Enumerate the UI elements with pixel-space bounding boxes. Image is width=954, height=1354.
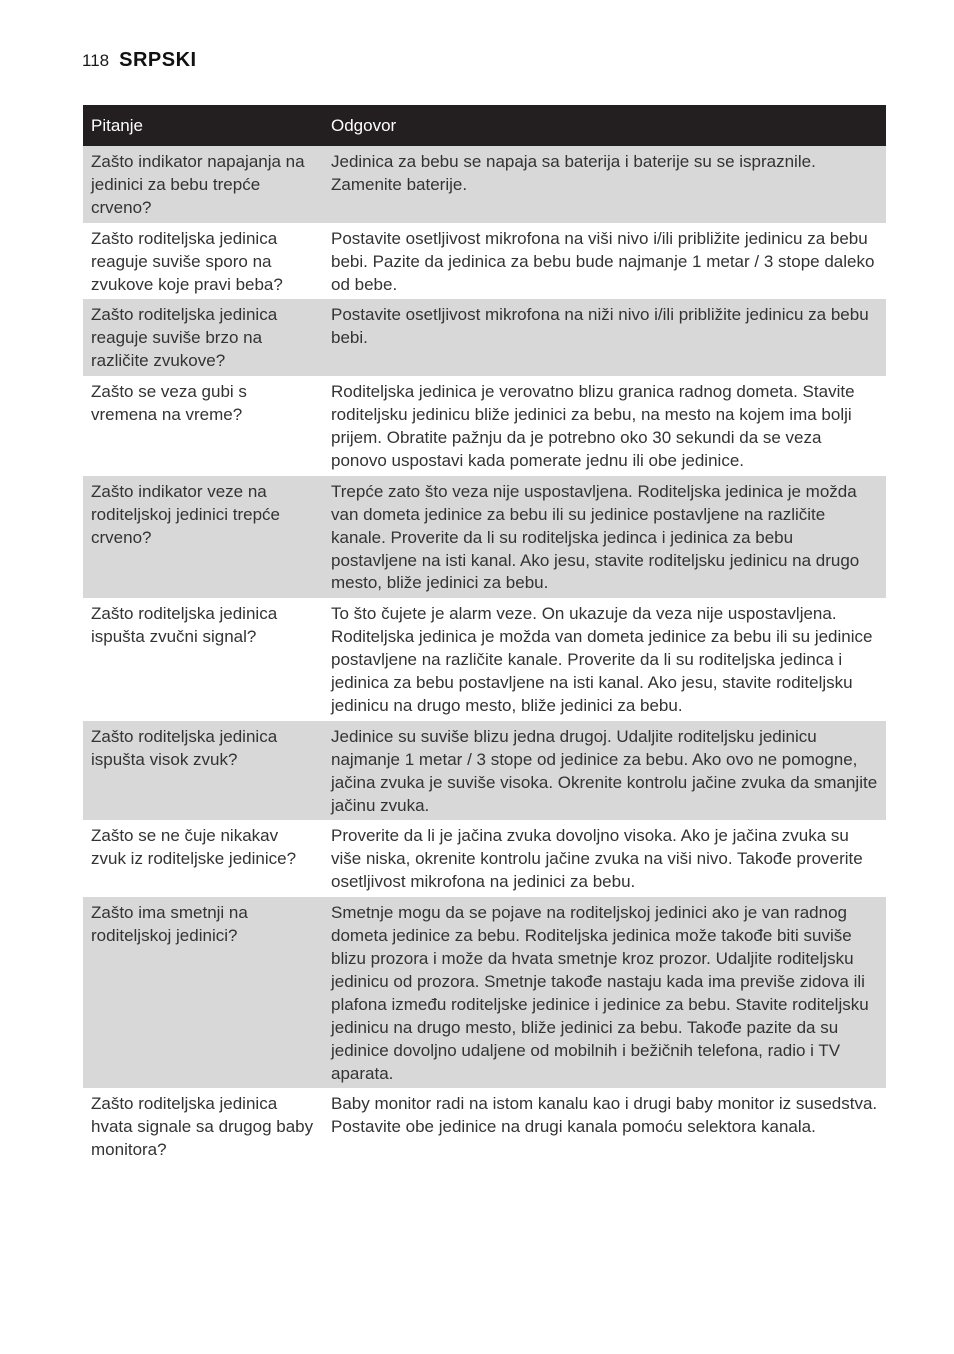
table-row	[83, 223, 886, 300]
table-row	[83, 146, 886, 223]
answer-cell: Jedinice su suviše blizu jedna drugoj. Udaljite roditeljsku jedinicu najmanje 1 metar / 3 stope od jedinice za bebu. Ako ovo ne pomogne, jačina zvuka je suviše visoka. Okrenite kontrolu jačine zvuka da smanjite jačinu zvuka.	[323, 721, 886, 821]
table-header-row	[83, 105, 886, 146]
question-cell: Zašto se veza gubi s vremena na vreme?	[83, 376, 323, 476]
answer-cell: Roditeljska jedinica je verovatno blizu granica radnog dometa. Stavite roditeljsku jedinicu bliže jedinici za bebu, na mesto na kojem ima bolji prijem. Obratite pažnju da je potrebno oko 30 sekundi da se veza ponovo uspostavi kada pomerate jednu ili obe jedinice.	[323, 376, 886, 476]
table-row	[83, 299, 886, 376]
section-title: SRPSKI	[119, 49, 197, 71]
question-cell: Zašto indikator veze na roditeljskoj jedinici trepće crveno?	[83, 476, 323, 599]
question-cell: Zašto roditeljska jedinica reaguje suviše sporo na zvukove koje pravi beba?	[83, 223, 323, 300]
question-cell: Zašto roditeljska jedinica reaguje suviše brzo na različite zvukove?	[83, 299, 323, 376]
question-cell: Zašto roditeljska jedinica ispušta visok zvuk?	[83, 721, 323, 821]
table-row	[83, 897, 886, 1088]
question-cell: Zašto ima smetnji na roditeljskoj jedinici?	[83, 897, 323, 1088]
page-header	[82, 49, 197, 72]
question-cell: Zašto roditeljska jedinica hvata signale sa drugog baby monitora?	[83, 1088, 323, 1165]
table-row	[83, 820, 886, 897]
table-row	[83, 376, 886, 476]
answer-cell: Proverite da li je jačina zvuka dovoljno visoka. Ako je jačina zvuka su više niska, okrenite kontrolu jačine zvuka na viši nivo. Takođe proverite osetljivost mikrofona na jedinici za bebu.	[323, 820, 886, 897]
header-answer: Odgovor	[323, 105, 886, 146]
question-cell: Zašto indikator napajanja na jedinici za bebu trepće crveno?	[83, 146, 323, 223]
answer-cell: Jedinica za bebu se napaja sa baterija i baterije su se ispraznile. Zamenite baterije.	[323, 146, 886, 223]
answer-cell: To što čujete je alarm veze. On ukazuje da veza nije uspostavljena. Roditeljska jedinica je možda van dometa jedinice za bebu ili su jedinice postavljene na različite kanale. Proverite da li su roditeljska jedinca i jedinica za bebu postavljene na isti kanal. Ako jesu, stavite roditeljsku jedinicu na drugo mesto, bliže jedinici za bebu.	[323, 598, 886, 721]
table-row	[83, 721, 886, 821]
answer-cell: Smetnje mogu da se pojave na roditeljskoj jedinici ako je van radnog dometa jedinice za bebu. Roditeljska jedinica može takođe biti suviše blizu prozora i može da hvata smetnje kroz prozor. Udaljite roditeljsku jedinicu od prozora. Smetnje takođe nastaju kada ima previše zidova ili plafona između roditeljske jedinice i jedinice za bebu. Stavite roditeljsku jedinicu na drugo mesto, bliže jedinici za bebu. Takođe pazite da su jedinice dovoljno udaljene od mobilnih i bežičnih telefona, radio i TV aparata.	[323, 897, 886, 1088]
header-question: Pitanje	[83, 105, 323, 146]
answer-cell: Postavite osetljivost mikrofona na viši nivo i/ili približite jedinicu za bebu bebi. Pazite da jedinica za bebu bude najmanje 1 metar / 3 stope daleko od bebe.	[323, 223, 886, 300]
answer-cell: Postavite osetljivost mikrofona na niži nivo i/ili približite jedinicu za bebu bebi.	[323, 299, 886, 376]
table-row	[83, 476, 886, 599]
answer-cell: Baby monitor radi na istom kanalu kao i drugi baby monitor iz susedstva. Postavite obe jedinice na drugi kanala pomoću selektora kanala.	[323, 1088, 886, 1165]
table-row	[83, 598, 886, 721]
question-cell: Zašto roditeljska jedinica ispušta zvučni signal?	[83, 598, 323, 721]
table-row	[83, 1088, 886, 1165]
faq-table	[83, 105, 886, 1165]
answer-cell: Trepće zato što veza nije uspostavljena. Roditeljska jedinica je možda van dometa jedinice za bebu ili su jedinice postavljene na različite kanale. Proverite da li su roditeljska jedinca i jedinica za bebu postavljene na isti kanal. Ako jesu, stavite roditeljsku jedinicu na drugo mesto, bliže jedinici za bebu.	[323, 476, 886, 599]
page-number: 118	[82, 51, 110, 70]
question-cell: Zašto se ne čuje nikakav zvuk iz roditeljske jedinice?	[83, 820, 323, 897]
